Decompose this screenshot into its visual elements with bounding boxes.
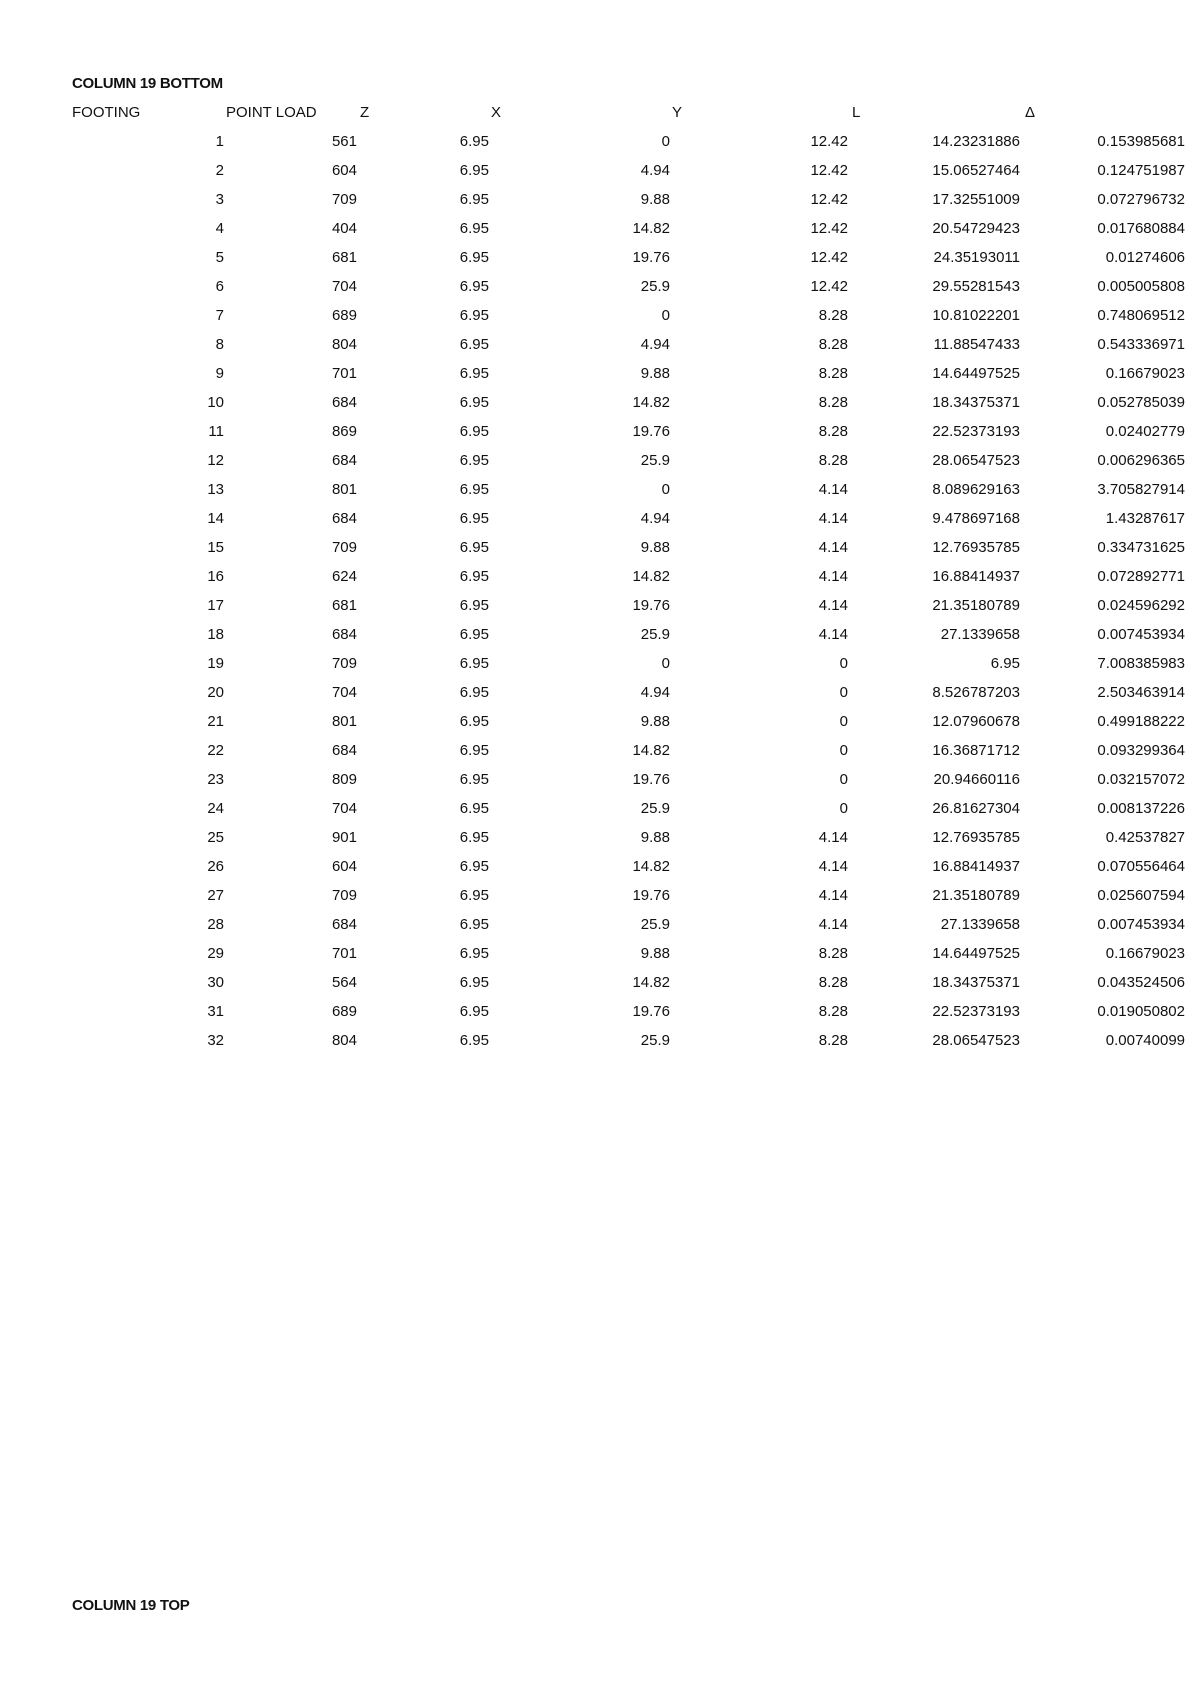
table-cell: 6.95 [459,655,489,672]
table-cell: 29 [207,945,224,962]
table-cell: 704 [331,800,357,817]
table-cell: 9.88 [640,365,670,382]
table-cell: 20.54729423 [932,220,1020,237]
table-cell: 6.95 [459,626,489,643]
header-delta: Δ [1025,104,1036,121]
table-row [0,800,1200,820]
table-cell: 6.95 [459,249,489,266]
table-cell: 25 [207,829,224,846]
table-cell: 6.95 [459,771,489,788]
table-cell: 4.94 [640,336,670,353]
table-cell: 5 [215,249,224,266]
table-cell: 709 [331,539,357,556]
table-cell: 0.334731625 [1097,539,1185,556]
table-cell: 8.28 [818,394,848,411]
table-cell: 684 [331,916,357,933]
table-cell: 704 [331,684,357,701]
table-cell: 22.52373193 [932,1003,1020,1020]
table-cell: 6.95 [459,1003,489,1020]
table-cell: 24.35193011 [933,249,1020,266]
table-cell: 6.95 [459,887,489,904]
table-cell: 689 [331,1003,357,1020]
table-row [0,1003,1200,1023]
table-cell: 8.28 [818,974,848,991]
table-row [0,365,1200,385]
header-z: Z [360,104,370,121]
table-cell: 4.14 [818,829,848,846]
table-cell: 6.95 [990,655,1020,672]
table-cell: 709 [331,191,357,208]
table-cell: 6.95 [459,742,489,759]
table-cell: 9.88 [640,945,670,962]
table-cell: 14.82 [632,220,670,237]
table-cell: 0 [661,481,670,498]
table-cell: 25.9 [640,916,670,933]
table-cell: 624 [331,568,357,585]
table-cell: 9.88 [640,713,670,730]
table-cell: 0.043524506 [1097,974,1185,991]
table-cell: 4.14 [818,626,848,643]
table-cell: 6.95 [459,713,489,730]
table-row [0,626,1200,646]
table-cell: 7 [215,307,224,324]
table-row [0,162,1200,182]
table-cell: 0.748069512 [1097,307,1185,324]
table-cell: 561 [331,133,357,150]
table-cell: 19.76 [632,249,670,266]
table-row [0,829,1200,849]
table-cell: 19.76 [632,771,670,788]
table-cell: 27 [207,887,224,904]
table-cell: 21.35180789 [932,597,1020,614]
table-cell: 4 [215,220,224,237]
table-cell: 704 [331,278,357,295]
table-cell: 0.019050802 [1097,1003,1185,1020]
table-cell: 2 [215,162,224,179]
table-cell: 0.017680884 [1097,220,1185,237]
table-cell: 0.499188222 [1097,713,1185,730]
header-point-load: POINT LOAD [226,104,317,121]
table-cell: 4.14 [818,887,848,904]
table-cell: 6.95 [459,336,489,353]
table-cell: 0.007453934 [1097,916,1185,933]
table-cell: 27.1339658 [940,626,1020,643]
table-cell: 8.28 [818,1032,848,1049]
table-cell: 12.42 [810,278,848,295]
table-row [0,1032,1200,1052]
table-cell: 24 [207,800,224,817]
table-cell: 19.76 [632,423,670,440]
table-row [0,771,1200,791]
table-cell: 15 [207,539,224,556]
table-row [0,916,1200,936]
table-cell: 12.76935785 [932,539,1020,556]
table-cell: 8.28 [818,1003,848,1020]
table-cell: 809 [331,771,357,788]
table-cell: 12.42 [810,220,848,237]
table-cell: 6.95 [459,423,489,440]
table-cell: 21 [207,713,224,730]
table-cell: 0 [839,742,848,759]
table-cell: 0 [839,771,848,788]
table-cell: 8.28 [818,452,848,469]
table-cell: 6.95 [459,365,489,382]
table-cell: 31 [207,1003,224,1020]
table-cell: 19.76 [632,1003,670,1020]
table-cell: 681 [331,249,357,266]
table-cell: 11.88547433 [933,336,1020,353]
table-cell: 9.88 [640,191,670,208]
table-cell: 12.42 [810,133,848,150]
table-cell: 8.28 [818,945,848,962]
table-cell: 28.06547523 [932,1032,1020,1049]
table-cell: 0.024596292 [1097,597,1185,614]
table-cell: 3 [215,191,224,208]
table-cell: 684 [331,742,357,759]
table-cell: 6.95 [459,510,489,527]
table-cell: 804 [331,1032,357,1049]
table-cell: 9.478697168 [932,510,1020,527]
table-cell: 0.070556464 [1097,858,1185,875]
table-row [0,945,1200,965]
table-cell: 26 [207,858,224,875]
table-cell: 6.95 [459,800,489,817]
table-cell: 12.07960678 [932,713,1020,730]
table-cell: 709 [331,655,357,672]
table-cell: 6.95 [459,1032,489,1049]
footer-title: COLUMN 19 TOP [72,1597,190,1614]
table-cell: 0.072796732 [1097,191,1185,208]
table-cell: 604 [331,162,357,179]
table-cell: 4.14 [818,510,848,527]
table-row [0,742,1200,762]
table-cell: 4.94 [640,162,670,179]
table-cell: 4.14 [818,481,848,498]
table-cell: 684 [331,626,357,643]
table-cell: 19.76 [632,597,670,614]
table-cell: 0 [661,307,670,324]
table-cell: 6.95 [459,394,489,411]
table-cell: 0.153985681 [1097,133,1185,150]
table-cell: 0.093299364 [1097,742,1185,759]
table-cell: 6.95 [459,162,489,179]
table-row [0,510,1200,530]
table-cell: 801 [331,713,357,730]
table-row [0,887,1200,907]
table-cell: 14.82 [632,858,670,875]
table-cell: 19 [207,655,224,672]
table-cell: 16 [207,568,224,585]
table-row [0,684,1200,704]
table-cell: 0 [839,684,848,701]
header-y: Y [672,104,683,121]
table-row [0,423,1200,443]
table-cell: 0.01274606 [1105,249,1185,266]
table-cell: 25.9 [640,278,670,295]
table-cell: 25.9 [640,1032,670,1049]
table-cell: 0.00740099 [1105,1032,1185,1049]
table-cell: 16.88414937 [932,858,1020,875]
table-cell: 30 [207,974,224,991]
table-cell: 25.9 [640,626,670,643]
table-cell: 10 [207,394,224,411]
table-row [0,539,1200,559]
table-cell: 801 [331,481,357,498]
table-row [0,220,1200,240]
table-cell: 3.705827914 [1097,481,1185,498]
table-cell: 804 [331,336,357,353]
table-cell: 564 [331,974,357,991]
table-cell: 0.005005808 [1097,278,1185,295]
table-cell: 6.95 [459,220,489,237]
table-cell: 7.008385983 [1097,655,1185,672]
table-cell: 0.124751987 [1097,162,1185,179]
table-cell: 6.95 [459,481,489,498]
table-cell: 6.95 [459,191,489,208]
table-cell: 6.95 [459,539,489,556]
table-cell: 6.95 [459,133,489,150]
table-row [0,191,1200,211]
table-cell: 8 [215,336,224,353]
table-cell: 9 [215,365,224,382]
table-cell: 22.52373193 [932,423,1020,440]
table-cell: 6.95 [459,916,489,933]
table-cell: 0.42537827 [1105,829,1185,846]
table-cell: 709 [331,887,357,904]
header-footing: FOOTING [72,104,141,121]
table-cell: 17 [207,597,224,614]
table-row [0,568,1200,588]
table-cell: 14.82 [632,394,670,411]
table-cell: 689 [331,307,357,324]
table-cell: 25.9 [640,452,670,469]
table-cell: 4.94 [640,510,670,527]
header-l: L [852,104,861,121]
table-cell: 21.35180789 [932,887,1020,904]
table-row [0,597,1200,617]
table-cell: 17.32551009 [932,191,1020,208]
table-cell: 0 [661,133,670,150]
table-cell: 14.64497525 [932,945,1020,962]
table-cell: 8.28 [818,423,848,440]
table-cell: 0.007453934 [1097,626,1185,643]
table-cell: 6.95 [459,597,489,614]
table-cell: 12.76935785 [932,829,1020,846]
table-cell: 404 [331,220,357,237]
table-cell: 14.23231886 [932,133,1020,150]
table-cell: 16.36871712 [932,742,1020,759]
table-cell: 0.008137226 [1097,800,1185,817]
table-row [0,133,1200,153]
section-title: COLUMN 19 BOTTOM [72,75,223,92]
table-cell: 6.95 [459,974,489,991]
table-row [0,249,1200,269]
header-x: X [491,104,502,121]
table-cell: 22 [207,742,224,759]
table-cell: 14.82 [632,974,670,991]
table-cell: 869 [331,423,357,440]
table-cell: 1.43287617 [1105,510,1185,527]
table-cell: 6.95 [459,452,489,469]
table-row [0,278,1200,298]
table-cell: 4.14 [818,916,848,933]
table-cell: 8.28 [818,336,848,353]
table-cell: 701 [331,945,357,962]
table-cell: 701 [331,365,357,382]
table-cell: 0.072892771 [1097,568,1185,585]
table-cell: 0 [839,800,848,817]
table-cell: 6.95 [459,829,489,846]
table-cell: 14.82 [632,742,670,759]
table-cell: 0.006296365 [1097,452,1185,469]
table-cell: 20 [207,684,224,701]
table-cell: 12 [207,452,224,469]
table-cell: 13 [207,481,224,498]
table-cell: 10.81022201 [932,307,1020,324]
table-cell: 0.052785039 [1097,394,1185,411]
table-cell: 681 [331,597,357,614]
table-cell: 29.55281543 [932,278,1020,295]
table-cell: 8.526787203 [932,684,1020,701]
table-row [0,452,1200,472]
table-cell: 18 [207,626,224,643]
table-cell: 0.02402779 [1105,423,1185,440]
table-cell: 0 [839,655,848,672]
table-row [0,655,1200,675]
table-row [0,307,1200,327]
table-cell: 25.9 [640,800,670,817]
table-cell: 901 [331,829,357,846]
table-cell: 23 [207,771,224,788]
table-cell: 4.94 [640,684,670,701]
table-cell: 18.34375371 [932,394,1020,411]
table-cell: 6.95 [459,568,489,585]
table-cell: 28.06547523 [932,452,1020,469]
table-cell: 6.95 [459,858,489,875]
table-cell: 1 [215,133,224,150]
table-cell: 9.88 [640,829,670,846]
table-cell: 0.032157072 [1097,771,1185,788]
table-cell: 15.06527464 [932,162,1020,179]
table-cell: 684 [331,394,357,411]
table-cell: 6.95 [459,278,489,295]
table-cell: 9.88 [640,539,670,556]
table-cell: 8.089629163 [932,481,1020,498]
table-cell: 6.95 [459,945,489,962]
table-cell: 32 [207,1032,224,1049]
table-cell: 6.95 [459,307,489,324]
table-cell: 684 [331,452,357,469]
table-cell: 14 [207,510,224,527]
table-cell: 12.42 [810,249,848,266]
table-cell: 684 [331,510,357,527]
table-row [0,858,1200,878]
table-cell: 4.14 [818,568,848,585]
table-row [0,481,1200,501]
table-cell: 4.14 [818,597,848,614]
table-cell: 12.42 [810,191,848,208]
table-cell: 16.88414937 [932,568,1020,585]
table-cell: 18.34375371 [932,974,1020,991]
table-cell: 2.503463914 [1097,684,1185,701]
table-cell: 4.14 [818,858,848,875]
table-cell: 6.95 [459,684,489,701]
table-cell: 27.1339658 [940,916,1020,933]
table-row [0,713,1200,733]
table-cell: 19.76 [632,887,670,904]
table-cell: 14.82 [632,568,670,585]
table-cell: 4.14 [818,539,848,556]
table-cell: 604 [331,858,357,875]
table-row [0,394,1200,414]
table-cell: 20.94660116 [933,771,1020,788]
table-row [0,336,1200,356]
table-cell: 28 [207,916,224,933]
table-cell: 0.025607594 [1097,887,1185,904]
table-cell: 12.42 [810,162,848,179]
table-cell: 0.16679023 [1105,365,1185,382]
table-cell: 14.64497525 [932,365,1020,382]
table-cell: 8.28 [818,365,848,382]
table-cell: 0 [839,713,848,730]
table-cell: 0.543336971 [1097,336,1185,353]
table-cell: 0 [661,655,670,672]
table-cell: 6 [215,278,224,295]
table-cell: 0.16679023 [1105,945,1185,962]
table-cell: 26.81627304 [932,800,1020,817]
table-cell: 8.28 [818,307,848,324]
table-row [0,974,1200,994]
table-cell: 11 [208,423,224,440]
